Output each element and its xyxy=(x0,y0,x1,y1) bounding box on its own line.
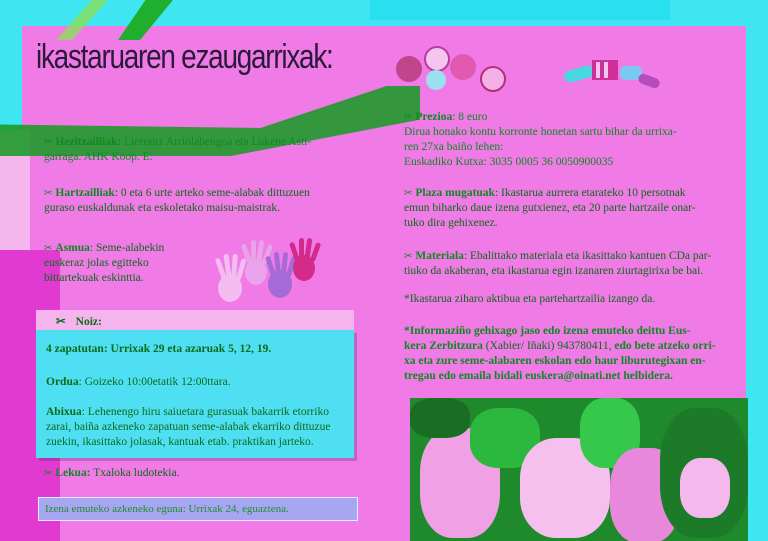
note-text: *Ikastarua ziharo aktibua eta partehartzailia izango da. xyxy=(404,293,656,305)
info-block: *Informaziño gehixago jaso edo izena emuteko deittu Eus- kera Zerbitzura (Xabier/ Iñaki) 943780411, edo bete atzeko orri- xa eta zure seme-alabaren eskolan edo haur liburutegixan en- tregau edo emaila bidali euskera@oinati.net helbidera. xyxy=(404,325,716,382)
candy-icon xyxy=(558,50,668,100)
plaza-block: ✂ Plaza mugatuak: Ikastarua aurrera etarateko 10 persotnak emun biharko daue izena gutxienez, eta 20 parte hartzaile onar- tuko dira gehixenez. xyxy=(404,187,696,229)
decorative-bubbles xyxy=(396,42,506,92)
lekua-block: ✂ Lekua: Txaloka ludotekia. xyxy=(44,467,180,479)
scissors-icon: ✂ xyxy=(404,112,413,123)
people-photo xyxy=(410,398,748,541)
deadline-banner: Izena emuteko azkeneko eguna: Urrixak 24, eguaztena. xyxy=(38,497,358,521)
scissors-icon: ✂ xyxy=(404,188,413,199)
bubble-image xyxy=(396,56,422,82)
cyan-stripe xyxy=(370,0,670,20)
hand-icon xyxy=(208,238,328,308)
scissors-icon: ✂ xyxy=(44,188,53,199)
bubble-image xyxy=(424,46,450,72)
asmua-block: ✂ Asmua: Seme-alabekin euskeraz jolas egitteko bittartekuak eskinttia. xyxy=(44,242,165,284)
bubble-image xyxy=(450,54,476,80)
scissors-icon: ✂ xyxy=(404,251,413,262)
scissors-icon: ✂ xyxy=(56,316,66,328)
abixua-text: Abixua: Lehenengo hiru saiuetara gurasuak bakarrik etorriko zarai, baiña azkeneko zapatuan seme-alabak ekarriko dittuzue zuekin, ikasittako jolasak, kantuak etab. praktikan jarteko. xyxy=(46,406,331,448)
hezitzailliak-block: ✂ Hezitzailliak: Lierraitz Arriolabengoa eta Lukene Asti- garraga. AHK Koop. E. xyxy=(44,136,312,163)
page-title: ikastaruaren ezaugarrixak: xyxy=(36,38,333,76)
scissors-icon: ✂ xyxy=(44,137,53,148)
noiz-box xyxy=(36,330,354,458)
bubble-image xyxy=(480,66,506,92)
scissors-icon: ✂ xyxy=(44,243,53,254)
bubble-image xyxy=(426,70,446,90)
ordua-text: Ordua: Goizeko 10:00etatik 12:00ttara. xyxy=(46,376,231,388)
hartzailliak-block: ✂ Hartzailliak: 0 eta 6 urte arteko seme-alabak dittuzuen guraso euskaldunak eta eskoletako maisu-maistrak. xyxy=(44,187,310,214)
scissors-icon: ✂ xyxy=(44,468,53,479)
hands-illustration xyxy=(208,238,328,308)
prezioa-block: ✂ Prezioa: 8 euro Dirua honako kontu korronte honetan sartu bihar da urrixa- ren 27xa baiño lehen: Euskadiko Kutxa: 3035 0005 36 0050900035 xyxy=(404,111,677,168)
decorative-candies xyxy=(558,50,668,100)
noiz-header: ✂ Noiz: xyxy=(36,310,354,332)
materiala-block: ✂ Materiala: Ebalittako materiala eta ikasittako kantuen CDa par- tiuko da akaberan, eta ikastarua egin izanaren ziurtagirixa be bai. xyxy=(404,250,712,277)
dates-text: 4 zapatutan: Urrixak 29 eta azaruak 5, 12, 19. xyxy=(46,343,272,355)
